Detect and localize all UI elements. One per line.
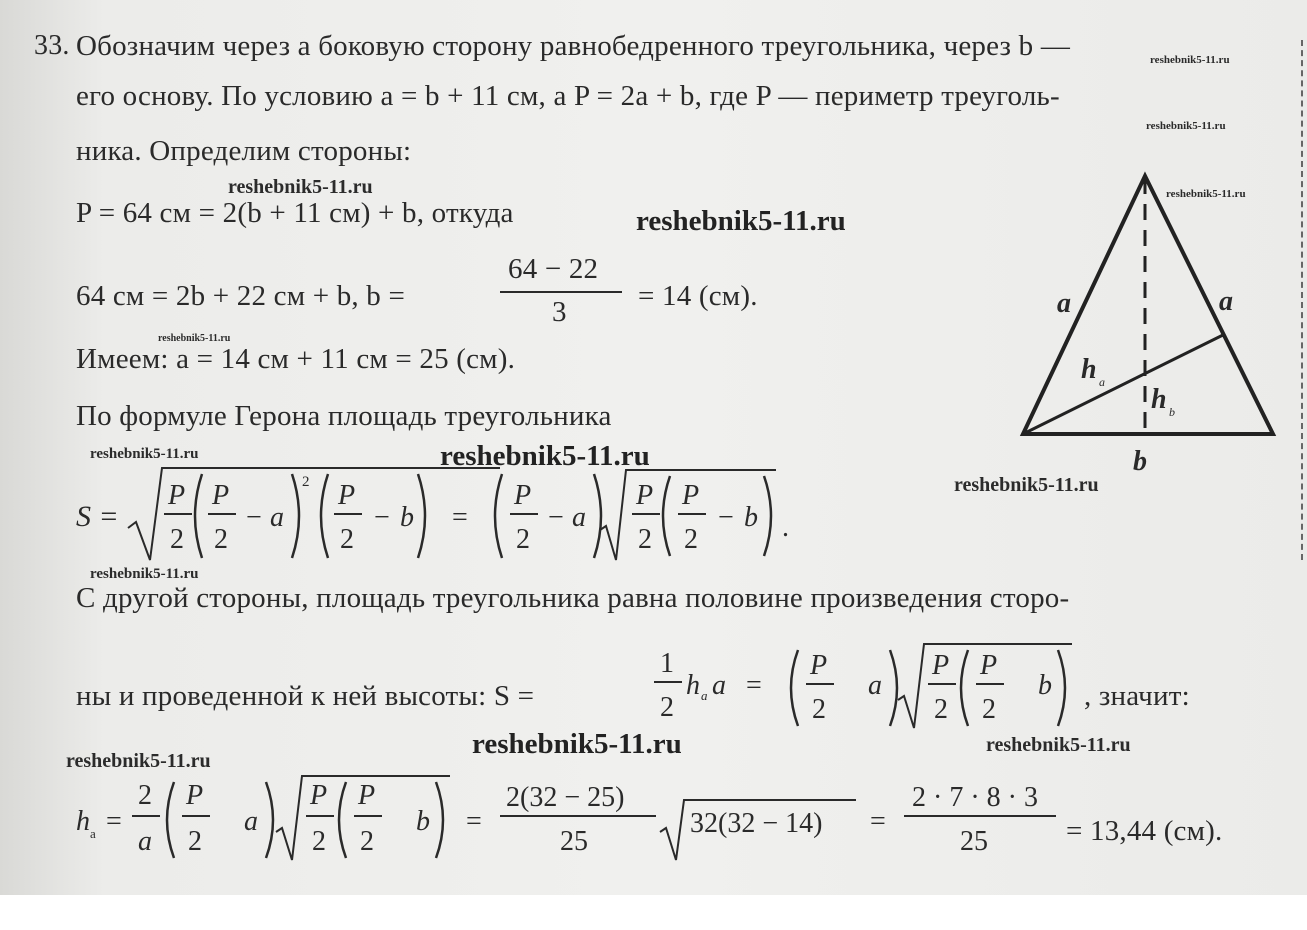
svg-text:2(32 − 25): 2(32 − 25) [506, 782, 625, 813]
svg-text:25: 25 [560, 826, 588, 857]
svg-text:a: a [1099, 375, 1105, 389]
svg-text:2: 2 [982, 694, 996, 725]
base-label: b [1133, 446, 1147, 477]
svg-text:2: 2 [170, 524, 184, 555]
watermark: reshebnik5-11.ru [158, 333, 231, 344]
svg-text:b: b [744, 502, 758, 533]
text-line-3: ника. Определим стороны: [76, 135, 412, 167]
svg-text:2 · 7 · 8 · 3: 2 · 7 · 8 · 3 [912, 782, 1038, 813]
watermark: reshebnik5-11.ru [1150, 54, 1230, 66]
svg-text:=: = [870, 806, 886, 837]
svg-text:2: 2 [812, 694, 826, 725]
text-line-10: ны и проведенной к ней высоты: S = [76, 680, 535, 712]
svg-text:=: = [746, 670, 762, 701]
heron-formula [70, 456, 800, 566]
svg-text:a: a [712, 670, 726, 701]
svg-text:a: a [270, 502, 284, 533]
svg-text:=: = [106, 806, 122, 837]
svg-text:P: P [358, 780, 376, 811]
final-result: = 13,44 (см). [1066, 815, 1223, 847]
text-line-6: Имеем: a = 14 см + 11 см = 25 (см). [76, 343, 516, 375]
svg-text:b: b [416, 806, 430, 837]
text-line-2: его основу. По условию a = b + 11 см, а P = 2a + b, где P — периметр треуголь- [76, 80, 1060, 112]
triangle-figure [1015, 168, 1285, 478]
svg-text:2: 2 [360, 826, 374, 857]
watermark: reshebnik5-11.ru [636, 205, 846, 237]
svg-text:a: a [90, 826, 96, 841]
svg-text:P: P [310, 780, 328, 811]
svg-text:P: P [636, 480, 654, 511]
svg-text:32(32 − 14): 32(32 − 14) [690, 808, 823, 839]
svg-text:1: 1 [660, 648, 674, 679]
svg-text:P: P [980, 650, 998, 681]
svg-text:a: a [868, 670, 882, 701]
problem-number: 33. [34, 30, 70, 61]
page-bottom-margin [0, 895, 1307, 930]
svg-text:a: a [572, 502, 586, 533]
svg-text:b: b [400, 502, 414, 533]
svg-text:2: 2 [660, 692, 674, 723]
text-line-9: С другой стороны, площадь треугольника равна половине произведения сторо- [76, 582, 1070, 614]
svg-text:2: 2 [340, 524, 354, 555]
height-label-hb: h [1151, 384, 1167, 415]
svg-text:P: P [514, 480, 532, 511]
watermark: reshebnik5-11.ru [1146, 120, 1226, 132]
watermark: reshebnik5-11.ru [472, 728, 682, 760]
text-line-5: 64 см = 2b + 22 см + b, b = [76, 280, 406, 312]
watermark: reshebnik5-11.ru [90, 566, 199, 582]
watermark: reshebnik5-11.ru [440, 440, 650, 472]
area-formula [650, 640, 1090, 740]
text-line-4: P = 64 см = 2(b + 11 см) + b, откуда [76, 197, 514, 229]
watermark: reshebnik5-11.ru [90, 446, 199, 462]
svg-text:−: − [548, 502, 564, 533]
svg-text:2: 2 [312, 826, 326, 857]
svg-text:2: 2 [638, 524, 652, 555]
svg-text:b: b [1169, 405, 1175, 419]
svg-text:h: h [686, 670, 700, 701]
watermark: reshebnik5-11.ru [228, 176, 373, 198]
svg-text:−: − [718, 502, 734, 533]
side-label-right: a [1219, 286, 1233, 317]
svg-text:2: 2 [684, 524, 698, 555]
watermark: reshebnik5-11.ru [986, 734, 1131, 756]
height-label-ha: h [1081, 354, 1097, 385]
watermark: reshebnik5-11.ru [66, 750, 211, 772]
fraction-numerator: 64 − 22 [508, 253, 599, 285]
altitude-ha [1023, 334, 1225, 434]
svg-text:a: a [138, 826, 152, 857]
svg-text:2: 2 [138, 780, 152, 811]
text-line-1: Обозначим через a боковую сторону равнобедренного треугольника, через b — [76, 30, 1071, 62]
svg-text:−: − [246, 502, 262, 533]
svg-text:.: . [782, 512, 789, 543]
svg-text:−: − [374, 502, 390, 533]
svg-text:P: P [810, 650, 828, 681]
svg-text:P: P [168, 480, 186, 511]
text-line-10-end: , значит: [1084, 680, 1190, 712]
watermark: reshebnik5-11.ru [1166, 188, 1246, 200]
svg-text:2: 2 [188, 826, 202, 857]
svg-text:P: P [932, 650, 950, 681]
text-line-7: По формуле Герона площадь треугольника [76, 400, 612, 432]
svg-text:a: a [701, 688, 708, 703]
svg-text:h: h [76, 806, 90, 837]
svg-text:=: = [452, 502, 468, 533]
fraction-denominator: 3 [552, 296, 567, 328]
svg-text:b: b [1038, 670, 1052, 701]
svg-text:2: 2 [934, 694, 948, 725]
svg-text:P: P [338, 480, 356, 511]
svg-text:2: 2 [302, 474, 310, 490]
svg-text:P: P [682, 480, 700, 511]
svg-text:P: P [212, 480, 230, 511]
svg-text:S =: S = [76, 500, 119, 533]
svg-text:=: = [466, 806, 482, 837]
text-line-5-result: = 14 (см). [638, 280, 758, 312]
fraction-bar [500, 291, 622, 293]
side-label-left: a [1057, 288, 1071, 319]
watermark: reshebnik5-11.ru [954, 474, 1099, 496]
cut-line [1301, 40, 1303, 560]
svg-text:2: 2 [516, 524, 530, 555]
svg-text:a: a [244, 806, 258, 837]
svg-text:25: 25 [960, 826, 988, 857]
svg-text:P: P [186, 780, 204, 811]
svg-text:2: 2 [214, 524, 228, 555]
